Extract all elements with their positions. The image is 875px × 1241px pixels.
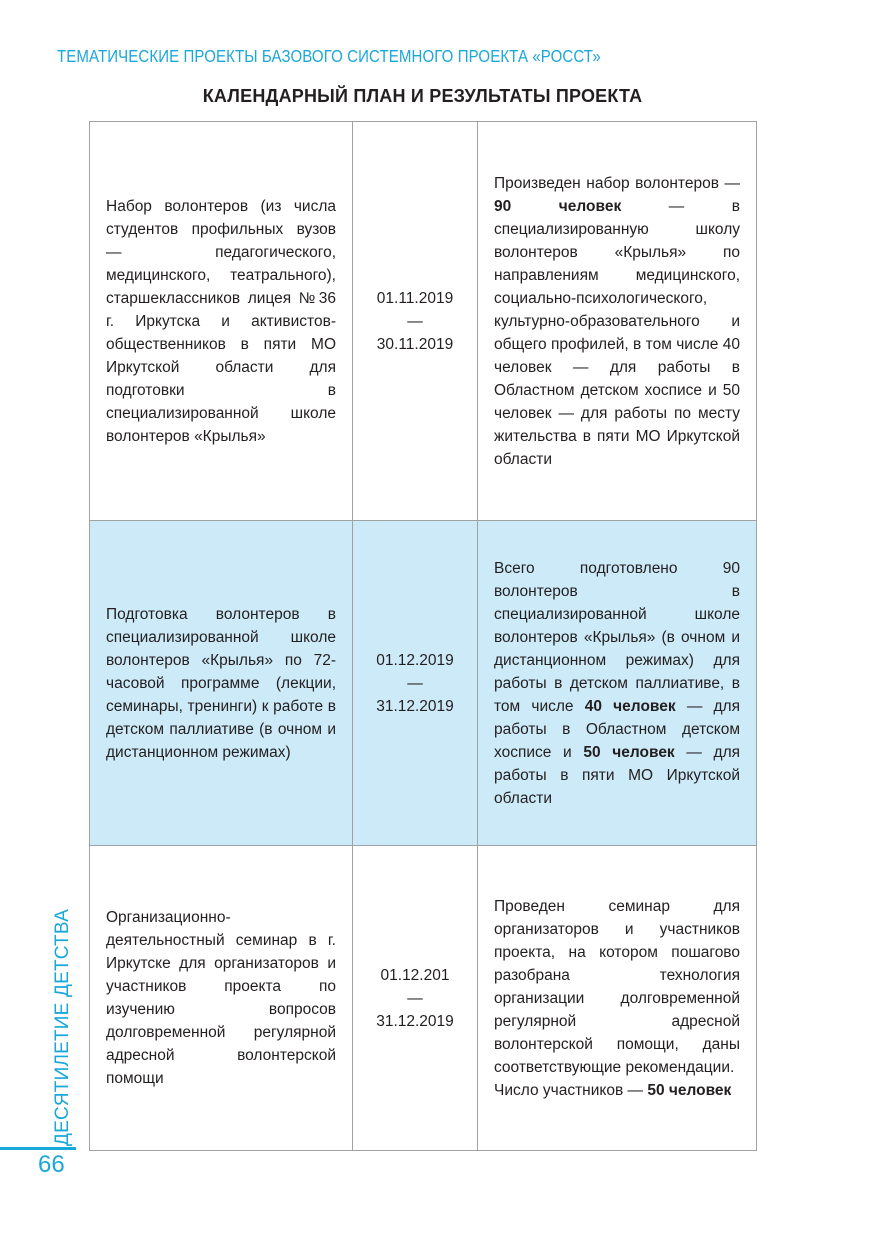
date-separator: — bbox=[407, 674, 423, 692]
date-start: 01.11.2019 bbox=[376, 289, 454, 307]
result-text: — для работы в пяти МО Иркутской области bbox=[494, 743, 741, 807]
task-cell: Подготовка волонтеров в специализированной школе волонтеров «Крылья» по 72-часовой программе (лекции, семинары, тренинги) к работе в детском паллиативе (в очном и дистанционном режимах) bbox=[90, 521, 353, 846]
result-highlight: 50 человек bbox=[583, 743, 675, 761]
date-end: 31.12.2019 bbox=[376, 697, 454, 715]
result-text: Проведен семинар для организаторов и участников проекта, на котором пошагово разобрана технология организации долговременной регулярной адресной волонтерской помощи, даны соответствующие рекомендации. bbox=[494, 897, 740, 1076]
table-row bbox=[90, 521, 757, 846]
table-row bbox=[90, 122, 757, 521]
page-title: КАЛЕНДАРНЫЙ ПЛАН И РЕЗУЛЬТАТЫ ПРОЕКТА bbox=[202, 86, 643, 106]
result-text: Число участников — bbox=[494, 1081, 648, 1099]
result-highlight: 50 человек bbox=[647, 1081, 732, 1099]
date-cell bbox=[353, 521, 478, 846]
result-cell bbox=[478, 521, 757, 846]
date-separator: — bbox=[407, 312, 423, 330]
result-highlight: 40 человек bbox=[584, 697, 676, 715]
task-cell: Набор волонтеров (из числа студентов профильных вузов — педагогического, медицинского, театрального), старшеклассников лицея №36 г. Иркутска и активистов-общественников в пяти МО Иркутской области для подготовки в специализированной школе волонтеров «Крылья» bbox=[90, 122, 353, 521]
date-end: 30.11.2019 bbox=[376, 335, 454, 353]
result-text: — в специализированную школу волонтеров «Крылья» по направлениям медицинского, социально-психологического, культурно-образовательного и общего профилей, в том числе 40 человек — для работы в Областном детском хосписе и 50 человек — для работы по месту жительства в пяти МО Иркутской области bbox=[494, 197, 740, 468]
result-text: Всего подготовлено 90 волонтеров в специализированной школе волонтеров «Крылья» (в очном и дистанционном режимах) для работы в детском паллиативе, в том числе bbox=[494, 559, 740, 715]
date-end: 31.12.2019 bbox=[376, 1012, 454, 1030]
result-highlight: 90 человек bbox=[494, 197, 622, 215]
result-text: Произведен набор волонтеров — bbox=[494, 174, 740, 192]
table-row bbox=[90, 846, 757, 1151]
date-start: 01.12.2019 bbox=[376, 651, 454, 669]
result-text: — для работы в Областном детском хосписе и bbox=[494, 697, 740, 761]
footer-rule bbox=[0, 1147, 76, 1150]
task-cell: Организационно-деятельностный семинар в г. Иркутске для организаторов и участников проекта по изучению вопросов долговременной регулярной адресной волонтерской помощи bbox=[90, 846, 353, 1151]
side-section-label: ДЕСЯТИЛЕТИЕ ДЕТСТВА bbox=[52, 909, 73, 1146]
date-separator: — bbox=[407, 989, 423, 1007]
result-cell bbox=[478, 846, 757, 1151]
date-cell bbox=[353, 122, 478, 521]
calendar-plan-table bbox=[89, 121, 757, 1151]
running-header: ТЕМАТИЧЕСКИЕ ПРОЕКТЫ БАЗОВОГО СИСТЕМНОГО ПРОЕКТА «РОССТ» bbox=[57, 46, 601, 66]
page-number: 66 bbox=[38, 1151, 65, 1178]
result-cell bbox=[478, 122, 757, 521]
date-cell bbox=[353, 846, 478, 1151]
date-start: 01.12.201 bbox=[380, 966, 450, 984]
